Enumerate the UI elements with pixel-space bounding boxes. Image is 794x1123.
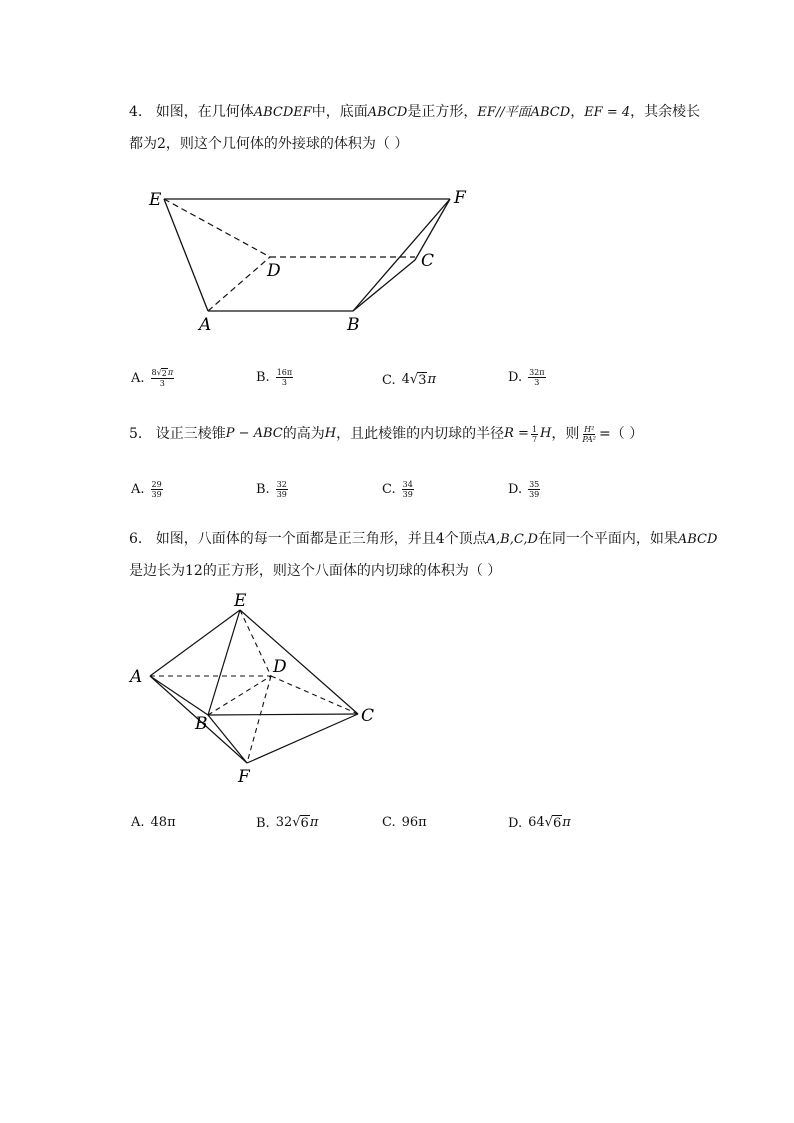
text: 如图，八面体的每一个面都是正三角形，并且4个顶点 <box>155 531 487 547</box>
text: 如图，在几何体 <box>155 104 254 120</box>
q5-option-A[interactable] <box>131 480 163 499</box>
denominator: 7 <box>531 434 538 444</box>
figure-q4-solid <box>140 180 480 340</box>
denominator: PA² <box>582 434 597 444</box>
option-label: B. <box>256 482 270 497</box>
math: H <box>324 426 337 441</box>
q5-option-C[interactable] <box>382 480 414 499</box>
math: ABCD <box>367 105 408 120</box>
edge-BF <box>353 199 450 311</box>
denominator: 3 <box>281 378 287 387</box>
q6-option-B[interactable]: B. 32 √ 6 π <box>256 815 319 831</box>
pi: π <box>167 368 174 377</box>
q5-option-D[interactable] <box>508 480 540 499</box>
numerator: 32 <box>276 480 287 489</box>
question-6-line-1 <box>129 529 717 550</box>
hidden-edge-ED <box>164 199 270 257</box>
question-6-line-2: 是边长为12的正方形，则这个八面体的内切球的体积为（ ） <box>129 563 502 579</box>
numerator: 1 <box>531 424 538 434</box>
option-label: D. <box>508 370 523 385</box>
q4-option-D[interactable] <box>508 368 546 387</box>
radicand: 3 <box>418 373 427 388</box>
edge-BC <box>353 260 415 311</box>
fraction <box>528 368 545 387</box>
option-value: 96π <box>401 815 427 830</box>
radicand: 6 <box>300 816 309 831</box>
numerator: 32π <box>529 368 545 377</box>
denominator: 3 <box>534 378 540 387</box>
numerator: 29 <box>151 480 162 489</box>
option-label: D. <box>508 482 523 497</box>
denominator: 3 <box>159 379 165 388</box>
q6-option-D[interactable]: D. 64 √ 6 π <box>508 815 571 831</box>
text: ，且此棱锥的内切球的半径 <box>336 426 505 442</box>
coef: 32 <box>275 815 293 830</box>
question-number: 6. <box>129 531 143 547</box>
text: ，则 <box>551 426 580 442</box>
option-label: A. <box>131 815 145 830</box>
fraction <box>276 480 288 499</box>
numerator: H² <box>584 424 595 434</box>
vertex-label-F: F <box>238 767 250 787</box>
fraction <box>151 480 163 499</box>
denominator: 39 <box>151 490 162 499</box>
math: ABCD <box>677 532 718 547</box>
numerator: 35 <box>529 480 540 489</box>
q4-option-A[interactable] <box>131 368 174 388</box>
fraction-one-seventh <box>531 425 538 444</box>
q5-option-B[interactable] <box>256 480 288 499</box>
numerator: 16π <box>276 368 293 377</box>
numerator-coef: 8 <box>151 368 157 377</box>
vertex-label-D: D <box>273 657 287 677</box>
vertex-label-B: B <box>195 714 208 734</box>
option-label: A. <box>131 482 145 497</box>
option-label: B. <box>256 370 270 385</box>
text: =（ ） <box>599 426 644 442</box>
edge-EA <box>150 610 240 676</box>
text: 中，底面 <box>311 104 368 120</box>
edge-AB <box>150 676 208 715</box>
vertex-label-E: E <box>149 190 162 210</box>
vertex-label-C: C <box>421 251 435 271</box>
option-label: C. <box>382 482 396 497</box>
text: ，其余棱长 <box>630 104 701 120</box>
option-label: C. <box>382 815 396 830</box>
coef: 64 <box>528 815 545 830</box>
vertex-label-A: A <box>199 315 212 335</box>
math: EF <box>477 105 496 120</box>
edge-CF <box>247 714 358 763</box>
edge-EC <box>240 610 358 714</box>
pi: π <box>309 815 319 830</box>
figure-q6-octahedron <box>125 590 385 790</box>
fraction-H2-PA2 <box>581 425 597 444</box>
vertex-label-C: C <box>361 706 375 726</box>
denominator: 39 <box>402 490 413 499</box>
text: ， <box>570 104 585 120</box>
fraction <box>402 480 414 499</box>
vertex-label-A: A <box>130 667 143 687</box>
denominator: 39 <box>276 490 287 499</box>
text: 的高为 <box>282 426 325 442</box>
option-label: D. <box>508 815 523 831</box>
q6-option-A[interactable] <box>131 815 176 830</box>
coef: 4 <box>401 372 410 387</box>
question-number: 4. <box>129 104 143 120</box>
edge-EB <box>208 610 240 715</box>
math: EF = 4 <box>584 105 631 120</box>
question-number: 5. <box>129 426 143 442</box>
math: H <box>540 426 552 441</box>
radicand: 2 <box>161 369 167 378</box>
question-4-line-2: 都为2，则这个几何体的外接球的体积为（ ） <box>129 136 409 152</box>
q4-option-B[interactable] <box>256 368 293 387</box>
math: A,B,C,D <box>486 532 538 547</box>
vertex-label-E: E <box>234 591 247 611</box>
option-value: 48π <box>150 815 176 830</box>
vertex-label-F: F <box>454 188 466 208</box>
denominator: 39 <box>529 490 540 499</box>
pi: π <box>562 815 571 830</box>
edge-BF <box>208 715 247 763</box>
question-5-line <box>129 424 643 444</box>
q6-option-C[interactable] <box>382 815 427 830</box>
text: 是正方形， <box>407 104 478 120</box>
pi: π <box>427 372 437 387</box>
edge-BC <box>208 714 358 715</box>
math: ABCD <box>530 105 571 120</box>
radicand: 6 <box>552 816 562 831</box>
hidden-edge-DC <box>271 676 358 714</box>
edge-EA <box>164 199 208 311</box>
math: //平面 <box>495 105 531 120</box>
numerator: 34 <box>402 480 413 489</box>
q4-option-C[interactable]: C. 4 √ 3 π <box>382 372 437 388</box>
option-label: A. <box>131 370 145 386</box>
hidden-edge-BD <box>208 676 271 715</box>
option-label: B. <box>256 815 270 831</box>
math: R = <box>504 426 529 441</box>
text: 在同一个平面内，如果 <box>537 531 678 547</box>
vertex-label-D: D <box>267 261 281 281</box>
hidden-edge-ED <box>240 610 271 676</box>
question-4-line-1 <box>129 102 700 123</box>
text: 设正三棱锥 <box>155 426 226 442</box>
hidden-edge-AD <box>208 257 270 311</box>
math: P − ABC <box>225 426 283 441</box>
math: ABCDEF <box>253 105 312 120</box>
fraction <box>528 480 540 499</box>
fraction: 8 √ 2 π 3 <box>151 368 174 388</box>
fraction <box>276 368 293 387</box>
vertex-label-B: B <box>347 315 360 335</box>
option-label: C. <box>382 372 396 388</box>
